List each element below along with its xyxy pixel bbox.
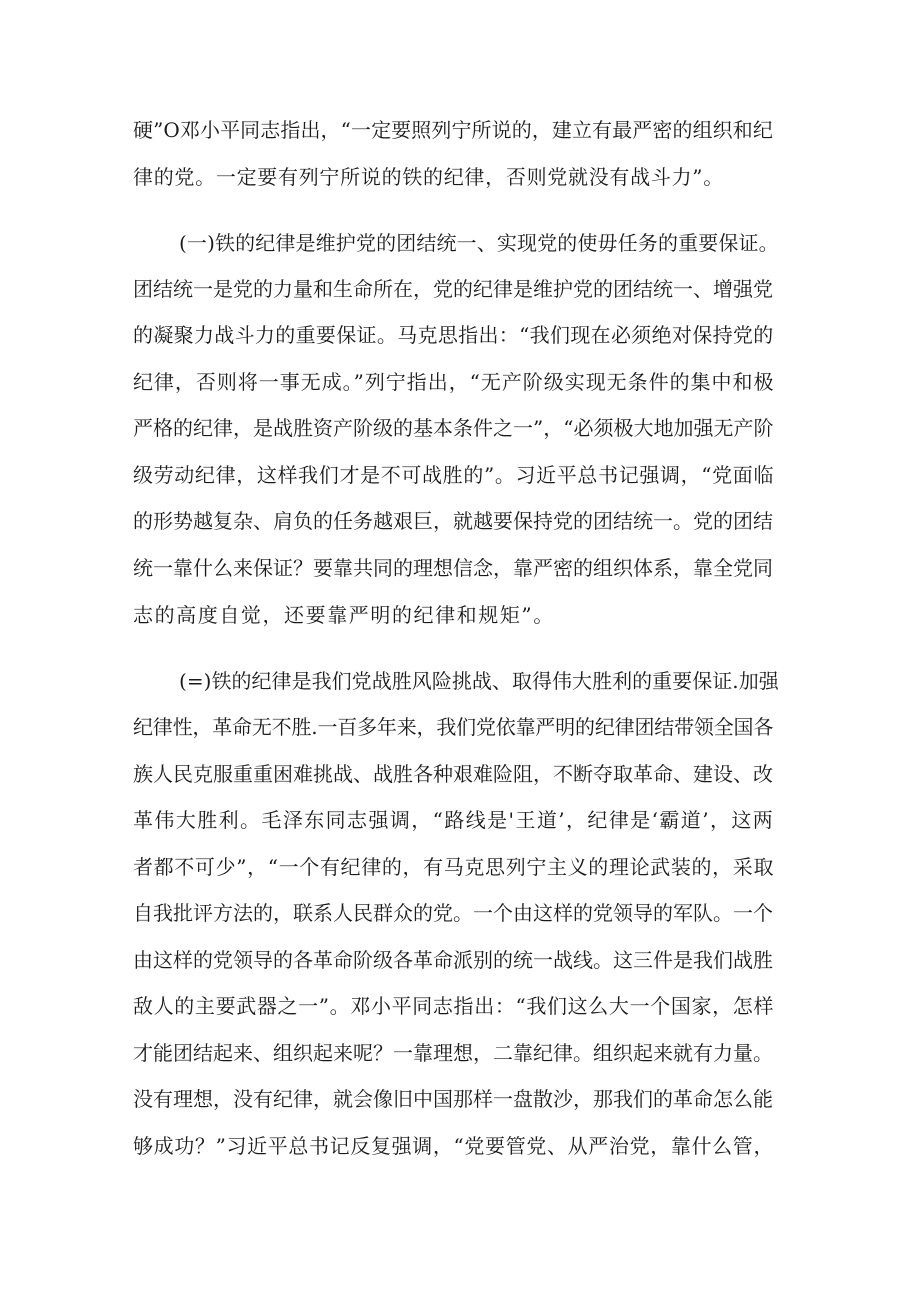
text-line: 硬”O邓小平同志指出，“一定要照列宁所说的，建立有最严密的组织和纪 [133, 118, 773, 142]
text-line: 敌人的主要武器之一”。邓小平同志指出：“我们这么大一个国家，怎样 [133, 994, 775, 1018]
text-line: 者都不可少”，“一个有纪律的，有马克思列宁主义的理论武装的，采取 [133, 855, 775, 879]
text-line: 志的高度自觉，还要靠严明的纪律和规矩”。 [133, 603, 555, 627]
text-line: 的形势越复杂、肩负的任务越艰巨，就越要保持党的团结统一。党的团结 [133, 509, 773, 533]
text-line: (一)铁的纪律是维护党的团结统一、实现党的使毋任务的重要保证。 [179, 231, 779, 255]
text-line: 自我批评方法的，联系人民群众的党。一个由这样的党领导的军队。一个 [133, 901, 773, 925]
text-line: 族人民克服重重困难挑战、战胜各种艰难险阻，不断夺取革命、建设、改 [133, 762, 773, 786]
text-line: 的凝聚力战斗力的重要保证。马克思指出：“我们现在必须绝对保持党的 [133, 323, 774, 347]
text-line: (=)铁的纪律是我们党战胜风险挑战、取得伟大胜利的重要保证.加强 [179, 669, 779, 693]
text-line: 严格的纪律，是战胜资产阶级的基本条件之一”，“必须极大地加强无产阶 [133, 416, 774, 440]
text-line: 团结统一是党的力量和生命所在，党的纪律是维护党的团结统一、增强党 [133, 277, 773, 301]
text-line: 律的党。一定要有列宁所说的铁的纪律，否则党就没有战斗力”。 [133, 165, 724, 189]
text-line: 革伟大胜利。毛泽东同志强调，“路线是'王道’，纪律是‘霸道’，这两 [133, 808, 775, 832]
text-line: 才能团结起来、组织起来呢？一靠理想，二靠纪律。组织起来就有力量。 [133, 1041, 773, 1065]
text-line: 没有理想，没有纪律，就会像旧中国那样一盘散沙，那我们的革命怎么能 [133, 1087, 773, 1111]
text-line: 级劳动纪律，这样我们才是不可战胜的”。习近平总书记强调，“党面临 [133, 463, 775, 487]
text-line: 统一靠什么来保证？要靠共同的理想信念，靠严密的组织体系，靠全党同 [133, 556, 773, 580]
text-line: 够成功？”习近平总书记反复强调，“党要管党、从严治党，靠什么管， [133, 1134, 775, 1158]
text-line: 纪律性，革命无不胜.一百多年来，我们党依靠严明的纪律团结带领全国各 [133, 715, 774, 739]
text-line: 纪律，否则将一事无成。”列宁指出，“无产阶级实现无条件的集中和极 [133, 370, 775, 394]
text-line: 由这样的党领导的各革命阶级各革命派别的统一战线。这三件是我们战胜 [133, 948, 773, 972]
